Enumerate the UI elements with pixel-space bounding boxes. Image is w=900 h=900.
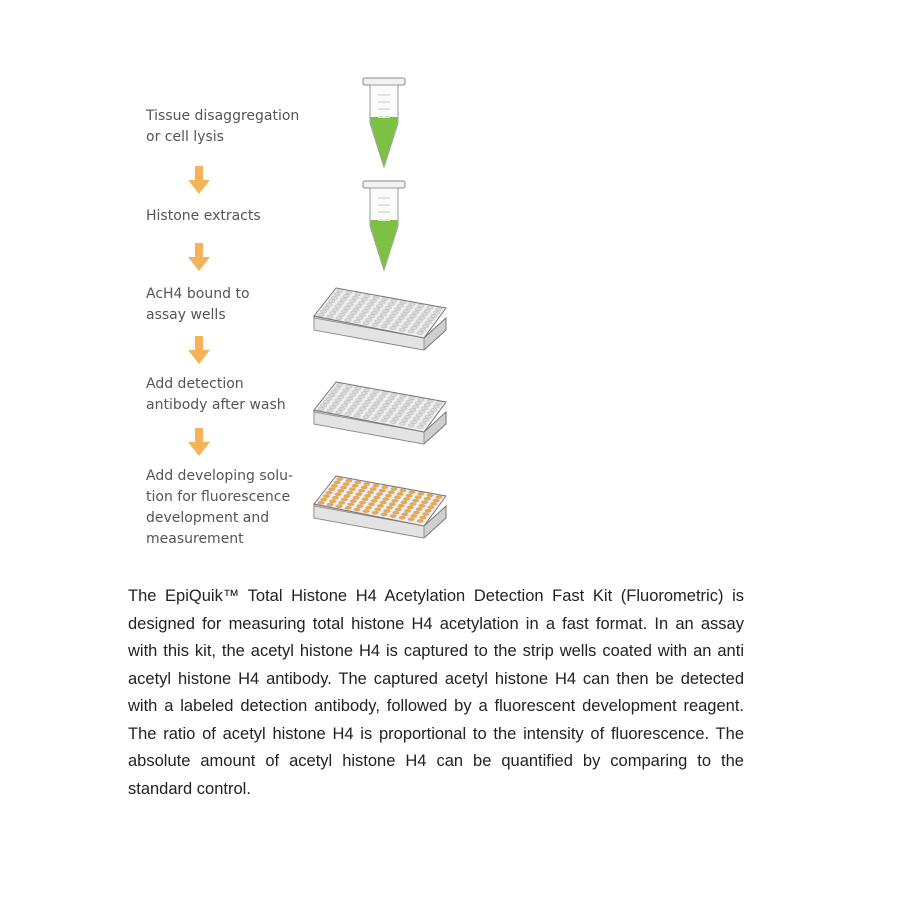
- step-2-label: Histone extracts: [146, 208, 261, 224]
- tube-icon: [362, 180, 406, 272]
- step-5-label: Add developing solu- tion for fluorescence development and measurement: [146, 468, 294, 547]
- well-plate-icon: [312, 380, 448, 446]
- down-arrow-icon: [188, 243, 210, 271]
- down-arrow-icon: [188, 166, 210, 194]
- developed-well-plate-icon: [312, 474, 448, 540]
- well-plate-icon: [312, 286, 448, 352]
- step-3-label: AcH4 bound to assay wells: [146, 286, 250, 323]
- step-4-label: Add detection antibody after wash: [146, 376, 286, 413]
- kit-description: The EpiQuik™ Total Histone H4 Acetylation Detection Fast Kit (Fluorometric) is designed for measuring total histone H4 acetylation in a fast format. In an assay with this kit, the acetyl histone H4 is captured to the strip wells coated with an anti acetyl histone H4 antibody. The captured acetyl histone H4 can then be detected with a labeled detection antibody, followed by a fluorescent development reagent. The ratio of acetyl histone H4 is proportional to the intensity of fluorescence. The absolute amount of acetyl histone H4 can be quantified by comparing to the standard control.: [128, 587, 744, 798]
- step-1-label: Tissue disaggregation or cell lysis: [146, 108, 300, 145]
- down-arrow-icon: [188, 336, 210, 364]
- down-arrow-icon: [188, 428, 210, 456]
- tube-icon: [362, 77, 406, 169]
